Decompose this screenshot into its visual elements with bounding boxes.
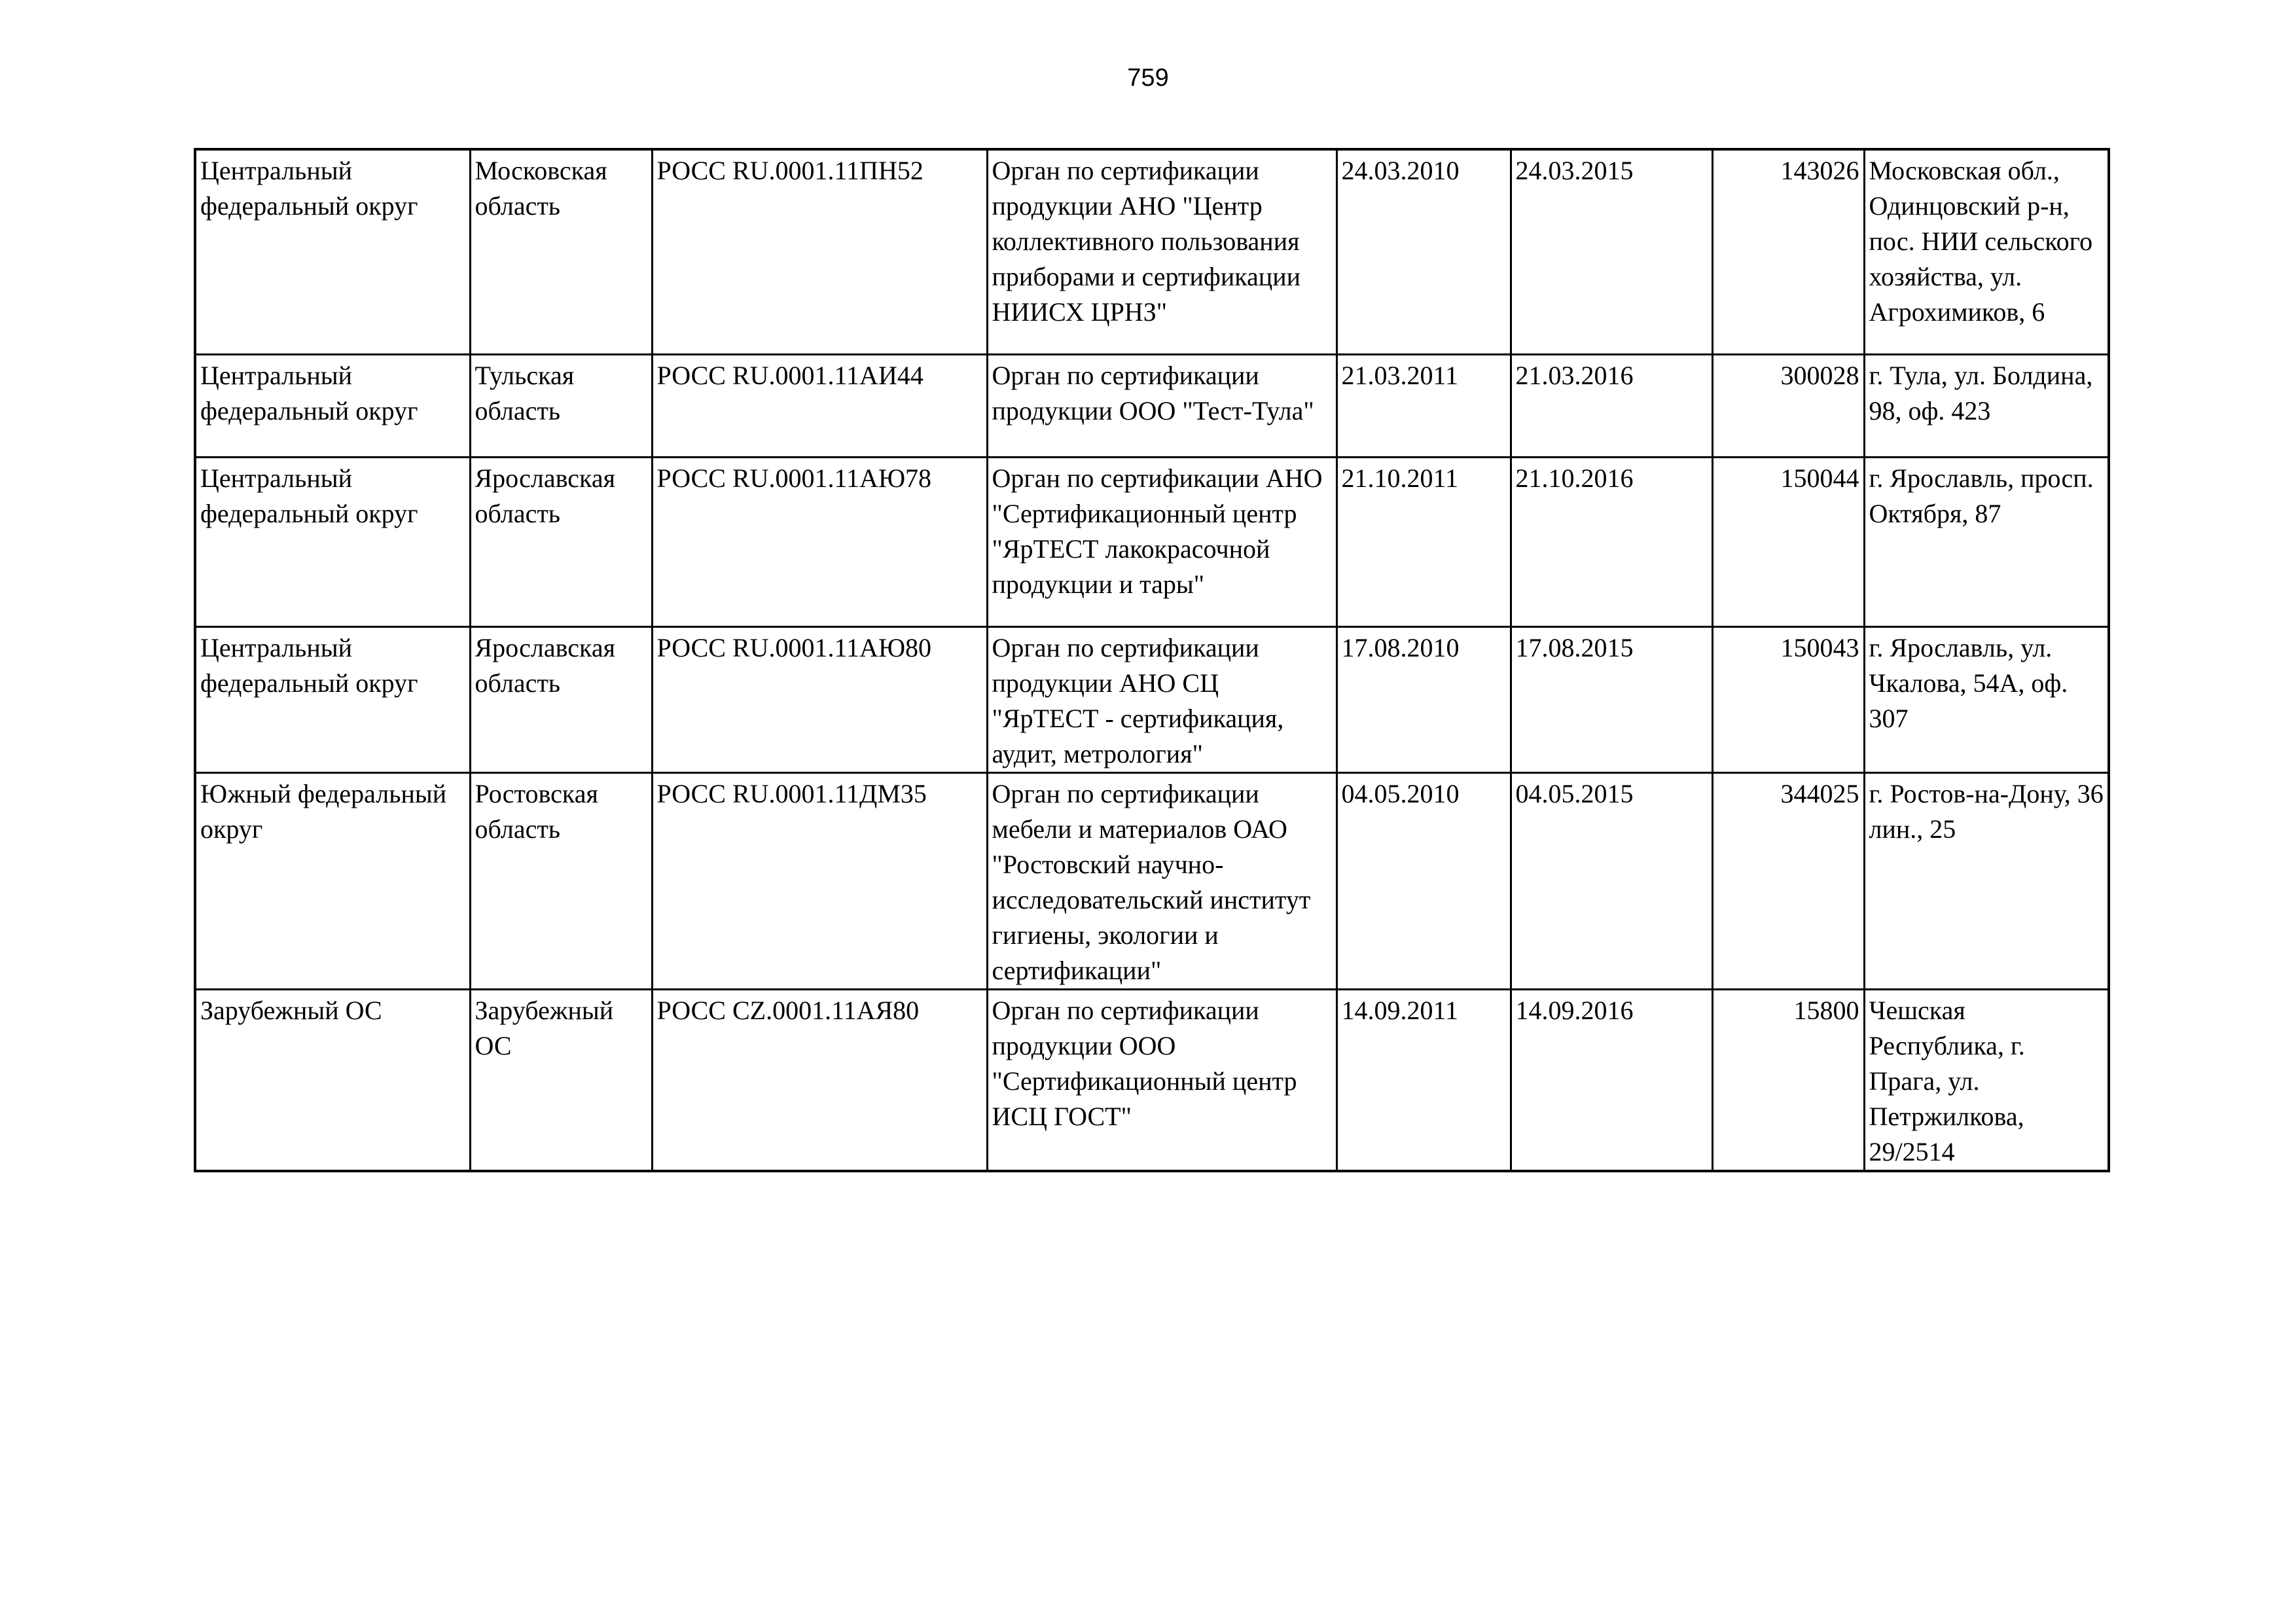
address-cell: г. Тула, ул. Болдина, 98, оф. 423	[1864, 355, 2109, 458]
district-cell: Зарубежный ОС	[195, 990, 470, 1172]
date-to-cell: 17.08.2015	[1511, 627, 1712, 773]
address-cell: Московская обл., Одинцовский р-н, пос. НИИ сельского хозяйства, ул. Агрохимиков, 6	[1864, 149, 2109, 355]
organ-name-cell: Орган по сертификации продукции АНО СЦ "ЯрТЕСТ - сертификация, аудит, метрология"	[987, 627, 1336, 773]
table-row	[195, 355, 2109, 458]
postal-index-cell: 15800	[1712, 990, 1864, 1172]
address-cell: Чешская Республика, г. Прага, ул. Петржилкова, 29/2514	[1864, 990, 2109, 1172]
date-from-cell: 17.08.2010	[1336, 627, 1511, 773]
table-row	[195, 990, 2109, 1172]
region-cell: Ярославская область	[470, 458, 652, 627]
region-cell: Ярославская область	[470, 627, 652, 773]
region-cell: Зарубежный ОС	[470, 990, 652, 1172]
date-to-cell: 21.10.2016	[1511, 458, 1712, 627]
postal-index-cell: 300028	[1712, 355, 1864, 458]
date-from-cell: 21.03.2011	[1336, 355, 1511, 458]
date-to-cell: 14.09.2016	[1511, 990, 1712, 1172]
table-row	[195, 458, 2109, 627]
organ-name-cell: Орган по сертификации мебели и материалов ОАО "Ростовский научно-исследовательский институт гигиены, экологии и сертификации"	[987, 773, 1336, 990]
organ-name-cell: Орган по сертификации продукции ООО "Тест-Тула"	[987, 355, 1336, 458]
address-cell: г. Ростов-на-Дону, 36 лин., 25	[1864, 773, 2109, 990]
region-cell: Московская область	[470, 149, 652, 355]
accreditation-code-cell: РОСС RU.0001.11АЮ78	[652, 458, 987, 627]
organ-name-cell: Орган по сертификации продукции АНО "Центр коллективного пользования приборами и сертификации НИИСХ ЦРНЗ"	[987, 149, 1336, 355]
district-cell: Центральный федеральный округ	[195, 458, 470, 627]
table-row	[195, 149, 2109, 355]
postal-index-cell: 344025	[1712, 773, 1864, 990]
accreditation-code-cell: РОСС RU.0001.11АИ44	[652, 355, 987, 458]
date-from-cell: 24.03.2010	[1336, 149, 1511, 355]
district-cell: Центральный федеральный округ	[195, 149, 470, 355]
region-cell: Тульская область	[470, 355, 652, 458]
postal-index-cell: 150043	[1712, 627, 1864, 773]
accreditation-code-cell: РОСС RU.0001.11ПН52	[652, 149, 987, 355]
district-cell: Центральный федеральный округ	[195, 355, 470, 458]
certification-bodies-table	[194, 148, 2110, 1172]
date-to-cell: 21.03.2016	[1511, 355, 1712, 458]
postal-index-cell: 150044	[1712, 458, 1864, 627]
date-to-cell: 24.03.2015	[1511, 149, 1712, 355]
address-cell: г. Ярославль, просп. Октября, 87	[1864, 458, 2109, 627]
table-row	[195, 773, 2109, 990]
postal-index-cell: 143026	[1712, 149, 1864, 355]
table-row	[195, 627, 2109, 773]
date-from-cell: 21.10.2011	[1336, 458, 1511, 627]
date-to-cell: 04.05.2015	[1511, 773, 1712, 990]
accreditation-code-cell: РОСС RU.0001.11ДМ35	[652, 773, 987, 990]
organ-name-cell: Орган по сертификации АНО "Сертификационный центр "ЯрТЕСТ лакокрасочной продукции и тары"	[987, 458, 1336, 627]
page-number: 759	[1127, 64, 1169, 92]
organ-name-cell: Орган по сертификации продукции ООО "Сертификационный центр ИСЦ ГОСТ"	[987, 990, 1336, 1172]
date-from-cell: 14.09.2011	[1336, 990, 1511, 1172]
district-cell: Южный федеральный округ	[195, 773, 470, 990]
date-from-cell: 04.05.2010	[1336, 773, 1511, 990]
address-cell: г. Ярославль, ул. Чкалова, 54А, оф. 307	[1864, 627, 2109, 773]
district-cell: Центральный федеральный округ	[195, 627, 470, 773]
accreditation-code-cell: РОСС RU.0001.11АЮ80	[652, 627, 987, 773]
accreditation-code-cell: РОСС CZ.0001.11АЯ80	[652, 990, 987, 1172]
region-cell: Ростовская область	[470, 773, 652, 990]
